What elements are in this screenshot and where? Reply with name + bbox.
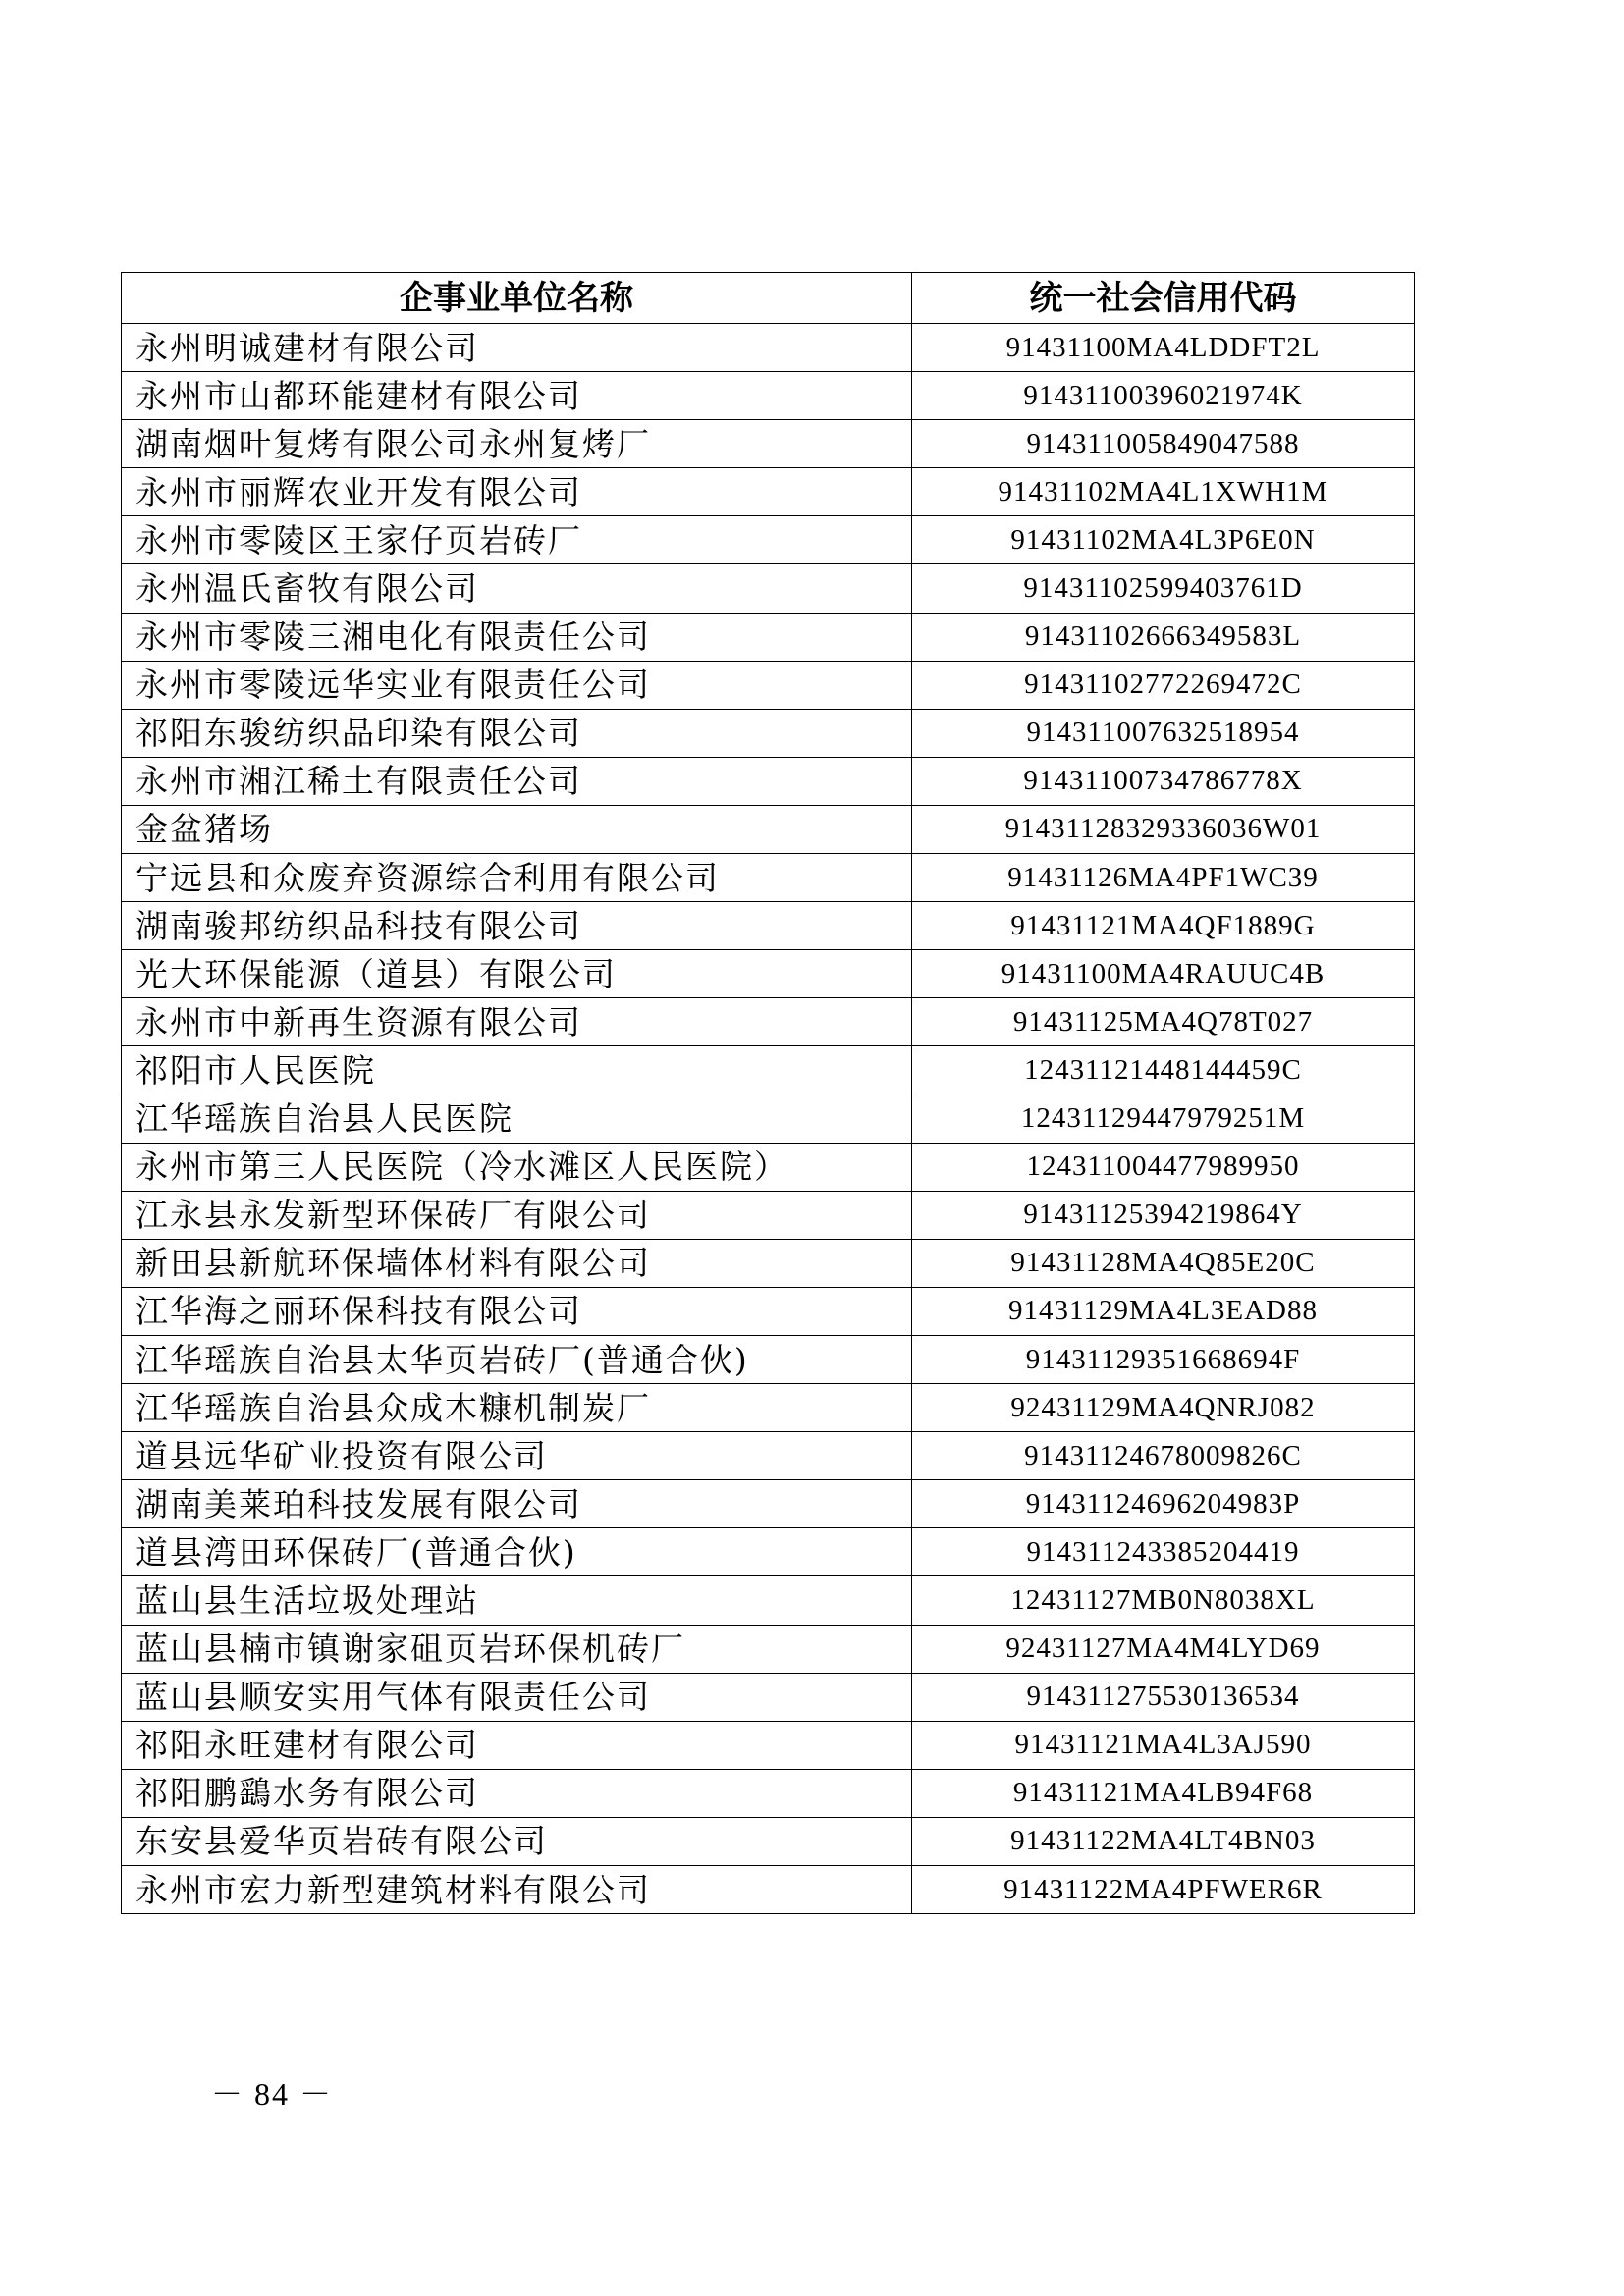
table-row xyxy=(122,1287,1415,1335)
credit-code-cell: 91431129351668694F xyxy=(912,1335,1415,1383)
table-row xyxy=(122,661,1415,709)
enterprise-name-cell: 祁阳东骏纺织品印染有限公司 xyxy=(122,709,912,757)
credit-code-cell: 92431129MA4QNRJ082 xyxy=(912,1384,1415,1432)
enterprise-name-cell: 道县远华矿业投资有限公司 xyxy=(122,1432,912,1480)
enterprise-name-cell: 湖南美莱珀科技发展有限公司 xyxy=(122,1480,912,1528)
table-row xyxy=(122,805,1415,853)
table-row xyxy=(122,1817,1415,1865)
table-body xyxy=(122,324,1415,1914)
enterprise-name-cell: 永州市丽辉农业开发有限公司 xyxy=(122,468,912,516)
table-row xyxy=(122,1143,1415,1191)
table-row xyxy=(122,1866,1415,1914)
enterprise-name-cell: 江华瑶族自治县人民医院 xyxy=(122,1095,912,1143)
column-header-credit-code: 统一社会信用代码 xyxy=(912,273,1415,324)
credit-code-cell: 91431125394219864Y xyxy=(912,1191,1415,1239)
credit-code-cell: 124311004477989950 xyxy=(912,1143,1415,1191)
credit-code-cell: 91431126MA4PF1WC39 xyxy=(912,854,1415,902)
enterprise-name-cell: 蓝山县顺安实用气体有限责任公司 xyxy=(122,1673,912,1721)
enterprise-name-cell: 永州市山都环能建材有限公司 xyxy=(122,372,912,420)
credit-code-cell: 91431122MA4LT4BN03 xyxy=(912,1817,1415,1865)
enterprise-name-cell: 祁阳永旺建材有限公司 xyxy=(122,1721,912,1769)
table-row xyxy=(122,420,1415,468)
table-row xyxy=(122,372,1415,420)
enterprise-name-cell: 永州市湘江稀土有限责任公司 xyxy=(122,757,912,805)
credit-code-cell: 91431100MA4RAUUC4B xyxy=(912,950,1415,998)
credit-code-cell: 91431102666349583L xyxy=(912,613,1415,661)
table-row xyxy=(122,709,1415,757)
table-row xyxy=(122,1769,1415,1817)
table-row xyxy=(122,757,1415,805)
enterprise-name-cell: 宁远县和众废弃资源综合利用有限公司 xyxy=(122,854,912,902)
table-row xyxy=(122,1432,1415,1480)
credit-code-cell: 91431102MA4L1XWH1M xyxy=(912,468,1415,516)
credit-code-cell: 914311275530136534 xyxy=(912,1673,1415,1721)
table-row xyxy=(122,1335,1415,1383)
credit-code-cell: 92431127MA4M4LYD69 xyxy=(912,1625,1415,1673)
credit-code-cell: 91431122MA4PFWER6R xyxy=(912,1866,1415,1914)
enterprise-name-cell: 永州市零陵远华实业有限责任公司 xyxy=(122,661,912,709)
credit-code-cell: 91431128MA4Q85E20C xyxy=(912,1239,1415,1287)
enterprise-name-cell: 江永县永发新型环保砖厂有限公司 xyxy=(122,1191,912,1239)
table-row xyxy=(122,1721,1415,1769)
enterprise-name-cell: 江华瑶族自治县众成木糠机制炭厂 xyxy=(122,1384,912,1432)
table-row xyxy=(122,516,1415,564)
table-row xyxy=(122,854,1415,902)
table-row xyxy=(122,1095,1415,1143)
enterprise-name-cell: 蓝山县楠市镇谢家砠页岩环保机砖厂 xyxy=(122,1625,912,1673)
credit-code-cell: 914311007632518954 xyxy=(912,709,1415,757)
enterprise-name-cell: 永州市零陵三湘电化有限责任公司 xyxy=(122,613,912,661)
enterprise-name-cell: 永州市零陵区王家仔页岩砖厂 xyxy=(122,516,912,564)
enterprise-name-cell: 新田县新航环保墙体材料有限公司 xyxy=(122,1239,912,1287)
enterprise-name-cell: 湖南骏邦纺织品科技有限公司 xyxy=(122,902,912,950)
enterprise-credit-code-table xyxy=(121,272,1415,1914)
enterprise-name-cell: 东安县爱华页岩砖有限公司 xyxy=(122,1817,912,1865)
enterprise-name-cell: 永州市中新再生资源有限公司 xyxy=(122,998,912,1046)
table-row xyxy=(122,902,1415,950)
table-header-row xyxy=(122,273,1415,324)
table-row xyxy=(122,468,1415,516)
enterprise-name-cell: 永州市宏力新型建筑材料有限公司 xyxy=(122,1866,912,1914)
enterprise-name-cell: 湖南烟叶复烤有限公司永州复烤厂 xyxy=(122,420,912,468)
credit-code-cell: 91431100734786778X xyxy=(912,757,1415,805)
enterprise-name-cell: 蓝山县生活垃圾处理站 xyxy=(122,1576,912,1625)
credit-code-cell: 91431124696204983P xyxy=(912,1480,1415,1528)
table-row xyxy=(122,1673,1415,1721)
credit-code-cell: 91431121MA4L3AJ590 xyxy=(912,1721,1415,1769)
credit-code-cell: 91431121MA4LB94F68 xyxy=(912,1769,1415,1817)
table-row xyxy=(122,1576,1415,1625)
enterprise-name-cell: 江华瑶族自治县太华页岩砖厂(普通合伙) xyxy=(122,1335,912,1383)
credit-code-cell: 91431128329336036W01 xyxy=(912,805,1415,853)
table-row xyxy=(122,998,1415,1046)
credit-code-cell: 914311005849047588 xyxy=(912,420,1415,468)
table-row xyxy=(122,564,1415,613)
enterprise-name-cell: 永州温氏畜牧有限公司 xyxy=(122,564,912,613)
table-row xyxy=(122,613,1415,661)
credit-code-cell: 91431100MA4LDDFT2L xyxy=(912,324,1415,372)
table-row xyxy=(122,950,1415,998)
table-row xyxy=(122,1625,1415,1673)
table-row xyxy=(122,324,1415,372)
credit-code-cell: 91431102599403761D xyxy=(912,564,1415,613)
enterprise-name-cell: 祁阳鹏鷂水务有限公司 xyxy=(122,1769,912,1817)
table-row xyxy=(122,1480,1415,1528)
credit-code-cell: 12431127MB0N8038XL xyxy=(912,1576,1415,1625)
enterprise-name-cell: 金盆猪场 xyxy=(122,805,912,853)
table-row xyxy=(122,1191,1415,1239)
credit-code-cell: 914311243385204419 xyxy=(912,1528,1415,1576)
credit-code-cell: 91431121MA4QF1889G xyxy=(912,902,1415,950)
credit-code-cell: 91431129MA4L3EAD88 xyxy=(912,1287,1415,1335)
credit-code-cell: 12431129447979251M xyxy=(912,1095,1415,1143)
credit-code-cell: 91431125MA4Q78T027 xyxy=(912,998,1415,1046)
enterprise-name-cell: 光大环保能源（道县）有限公司 xyxy=(122,950,912,998)
credit-code-cell: 91431102772269472C xyxy=(912,661,1415,709)
enterprise-name-cell: 祁阳市人民医院 xyxy=(122,1046,912,1095)
table-row xyxy=(122,1239,1415,1287)
enterprise-name-cell: 永州明诚建材有限公司 xyxy=(122,324,912,372)
credit-code-cell: 91431102MA4L3P6E0N xyxy=(912,516,1415,564)
credit-code-cell: 12431121448144459C xyxy=(912,1046,1415,1095)
enterprise-name-cell: 道县湾田环保砖厂(普通合伙) xyxy=(122,1528,912,1576)
table-row xyxy=(122,1046,1415,1095)
table-row xyxy=(122,1384,1415,1432)
column-header-enterprise-name: 企事业单位名称 xyxy=(122,273,912,324)
credit-code-cell: 91431124678009826C xyxy=(912,1432,1415,1480)
enterprise-name-cell: 江华海之丽环保科技有限公司 xyxy=(122,1287,912,1335)
enterprise-name-cell: 永州市第三人民医院（冷水滩区人民医院） xyxy=(122,1143,912,1191)
table-row xyxy=(122,1528,1415,1576)
page-number: － 84 － xyxy=(211,2076,334,2111)
credit-code-cell: 91431100396021974K xyxy=(912,372,1415,420)
